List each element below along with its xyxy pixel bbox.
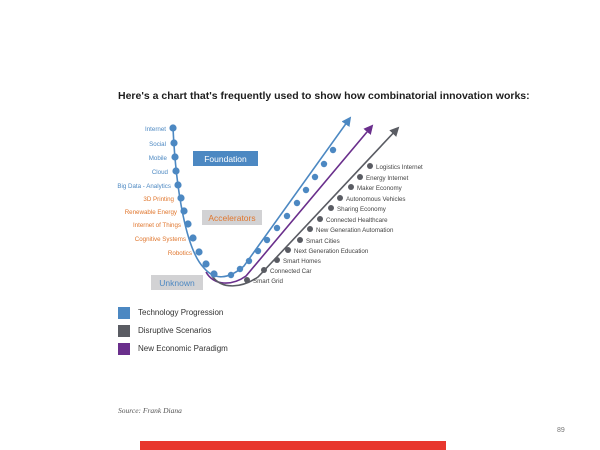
tech-dot-mobile: [171, 153, 178, 160]
scenario-label-connected-healthcare: Connected Healthcare: [326, 217, 388, 224]
unknown-stage-label: Unknown: [159, 278, 195, 288]
scenario-label-sharing-economy: Sharing Economy: [337, 206, 386, 213]
scenario-dot-logistics-internet: [367, 163, 373, 169]
rise-dot: [303, 187, 309, 193]
tech-dot-cloud: [172, 167, 179, 174]
legend-swatch-disruptive: [118, 325, 130, 337]
unknown-stage-box: [151, 275, 203, 290]
scenario-dot-energy-internet: [357, 174, 363, 180]
scenario-dot-maker-economy: [348, 184, 354, 190]
scenario-dot-autonomous-vehicles: [337, 195, 343, 201]
accelerators-stage-label: Accelerators: [208, 213, 256, 223]
source-caption: Source: Frank Diana: [118, 406, 182, 415]
rise-dot: [284, 213, 290, 219]
legend-item-technology: [118, 306, 228, 319]
tech-label-cognitive-systems: Cognitive Systems: [134, 236, 186, 243]
tech-dot-big-data: [174, 181, 181, 188]
tech-label-internet-of-things: Internet of Things: [132, 222, 181, 229]
rise-dot: [274, 225, 280, 231]
rise-dot: [228, 272, 234, 278]
legend-item-economic: [118, 342, 228, 355]
intro-text: Here's a chart that's frequently used to show how combinatorial innovation works:: [118, 90, 530, 102]
tech-dot-bottom: [202, 260, 209, 267]
tech-label-renewable-energy: Renewable Energy: [124, 209, 177, 216]
tech-label-big-data: Big Data - Analytics: [117, 183, 171, 190]
accelerators-stage-box: [202, 210, 262, 225]
scenario-label-smart-cities: Smart Cities: [306, 238, 340, 245]
scenario-dot-smart-cities: [297, 237, 303, 243]
scenario-dot-sharing-economy: [328, 205, 334, 211]
legend-item-disruptive: [118, 324, 228, 337]
rise-dot: [237, 266, 243, 272]
rise-dot: [264, 237, 270, 243]
tech-label-robotics: Robotics: [167, 250, 192, 257]
page-number: 89: [557, 427, 565, 434]
legend-label-disruptive: Disruptive Scenarios: [138, 326, 212, 335]
tech-label-internet: Internet: [145, 126, 166, 133]
scenario-dot-smart-grid: [244, 277, 250, 283]
rise-dot: [246, 258, 252, 264]
legend-swatch-technology: [118, 307, 130, 319]
scenario-dot-connected-healthcare: [317, 216, 323, 222]
scenario-label-logistics-internet: Logistics Internet: [376, 164, 423, 171]
tech-dot-cognitive-systems: [189, 234, 196, 241]
scenario-label-maker-economy: Maker Economy: [357, 185, 402, 192]
scenario-dot-connected-car: [261, 267, 267, 273]
legend: [118, 306, 228, 360]
tech-label-mobile: Mobile: [148, 155, 167, 162]
tech-dot-internet-of-things: [184, 220, 191, 227]
tech-dot-renewable-energy: [180, 207, 187, 214]
tech-dot-robotics: [195, 248, 202, 255]
footer-bar: [140, 441, 446, 450]
scenario-label-smart-homes: Smart Homes: [283, 258, 321, 265]
rise-dot: [294, 200, 300, 206]
scenario-label-autonomous-vehicles: Autonomous Vehicles: [346, 196, 406, 203]
rise-dot: [330, 147, 336, 153]
tech-dot-bottom: [210, 270, 217, 277]
tech-dot-internet: [169, 124, 176, 131]
scenario-label-next-generation-education: Next Generation Education: [294, 248, 369, 255]
rise-dot: [312, 174, 318, 180]
rise-dot: [255, 248, 261, 254]
tech-label-cloud: Cloud: [151, 169, 168, 176]
tech-dot-social: [170, 139, 177, 146]
scenario-label-energy-internet: Energy Internet: [366, 175, 409, 182]
scenario-dot-new-generation-automation: [307, 226, 313, 232]
scenario-label-smart-grid: Smart Grid: [253, 278, 283, 285]
scenario-dot-next-generation-education: [285, 247, 291, 253]
foundation-stage-label: Foundation: [204, 154, 247, 164]
tech-label-social: Social: [149, 141, 166, 148]
tech-dot-3d-printing: [177, 194, 184, 201]
legend-label-economic: New Economic Paradigm: [138, 344, 228, 353]
scenario-label-connected-car: Connected Car: [270, 268, 312, 275]
foundation-stage-box: [193, 151, 258, 166]
scenario-label-new-generation-automation: New Generation Automation: [316, 227, 394, 234]
legend-label-technology: Technology Progression: [138, 308, 224, 317]
scenario-dot-smart-homes: [274, 257, 280, 263]
legend-swatch-economic: [118, 343, 130, 355]
rise-dot: [321, 161, 327, 167]
tech-label-3d-printing: 3D Printing: [143, 196, 174, 203]
